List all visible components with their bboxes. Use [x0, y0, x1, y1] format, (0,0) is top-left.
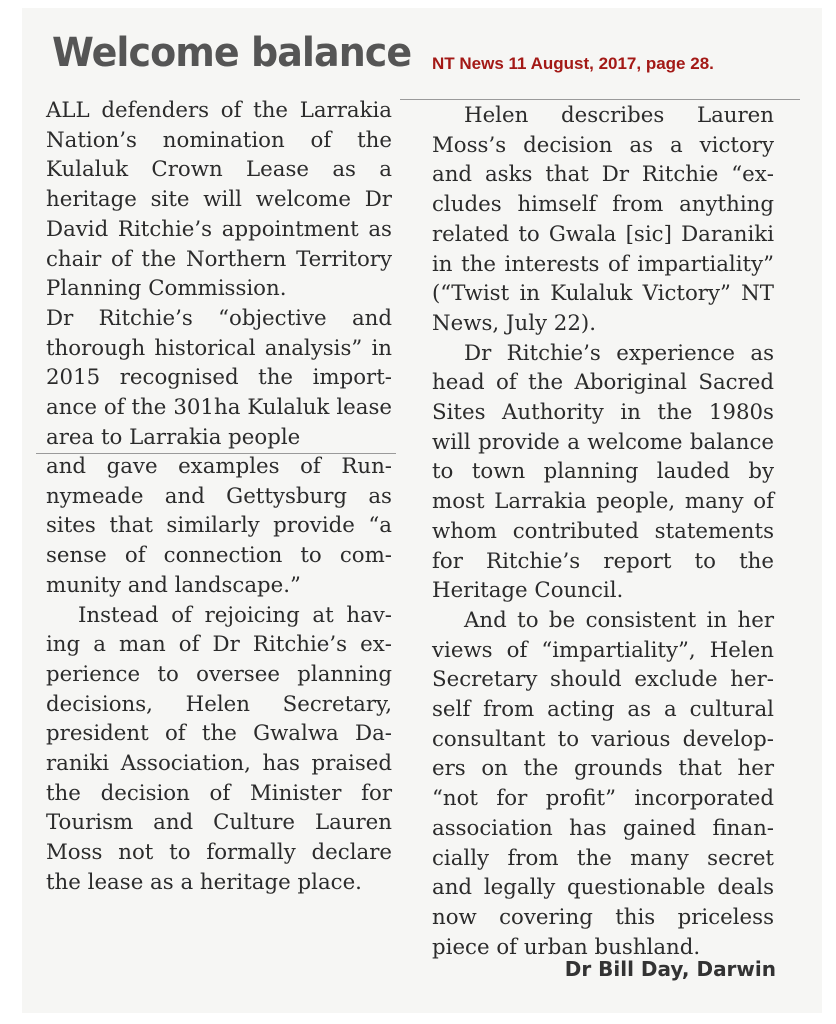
letter-paragraph: And to be consistent in her views of “impartiality”, Helen Secretary should exclude herself from acting as a cultural consultant to various developers on the grounds that her “not for profit” incorporated association has gained financially from the many secret and legally questionable deals now covering this priceless piece of urban bushland. [432, 607, 774, 960]
letter-paragraph: Instead of rejoicing at having a man of Dr Ritchie’s experience to oversee planning decisions, Helen Secretary, president of the Gwalwa Daraniki Association, has praised the decision of Minister for Tourism and Culture Lauren Moss not to formally declare the lease as a heritage place. [46, 602, 392, 895]
letter-paragraph: Dr Ritchie’s “objective and thorough historical analysis” in 2015 recognised the importance of the 301ha Kulaluk lease area to Larrakia people [46, 305, 392, 450]
letter-paragraph: Dr Ritchie’s experience as head of the Aboriginal Sacred Sites Authority in the 1980s will provide a welcome balance to town planning lauded by most Larrakia people, many of whom contributed statements for Ritchie’s report to the Heritage Council. [432, 340, 774, 604]
letter-paragraph: and gave examples of Runnymeade and Gettysburg as sites that similarly provide “a sense of connection to community and landscape.” [46, 454, 392, 598]
letter-column-1-lower [46, 452, 392, 898]
source-citation: NT News 11 August, 2017, page 28. [432, 54, 714, 73]
letter-signature: Dr Bill Day, Darwin [564, 957, 776, 981]
letter-column-1-upper [46, 96, 392, 452]
letter-paragraph: ALL defenders of the Larrakia Nation’s nomination of the Kulaluk Crown Lease as a heritage site will welcome Dr David Ritchie’s appointment as chair of the Northern Territory Planning Commission. [46, 98, 392, 302]
letter-column-2 [432, 101, 774, 962]
headline: Welcome balance [52, 30, 412, 76]
column-rule-top [400, 99, 800, 100]
letter-paragraph: Helen describes Lauren Moss’s decision as a victory and asks that Dr Ritchie “excludes himself from anything related to Gwala [sic] Daraniki in the interests of impartiality” (“Twist in Kulaluk Victory” NT News, July 22). [432, 103, 774, 336]
